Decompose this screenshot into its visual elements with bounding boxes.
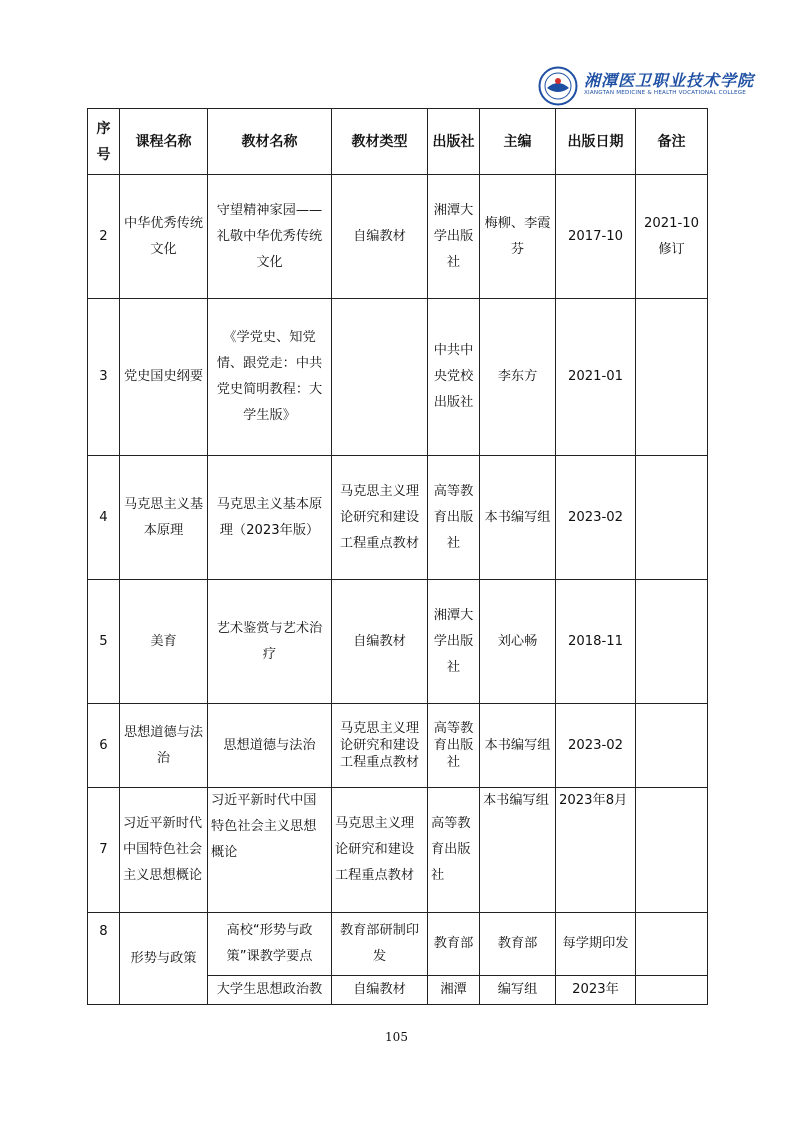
college-name: 湘潭医卫职业技术学院 [584, 71, 755, 90]
row-number: 3 [88, 299, 120, 456]
header-cell: 出版日期 [556, 109, 636, 175]
textbook-name: 思想道德与法治 [208, 704, 332, 788]
publish-date: 每学期印发 [556, 913, 636, 976]
editor: 本书编写组 [480, 704, 556, 788]
textbook-name: 艺术鉴赏与艺术治疗 [208, 580, 332, 704]
college-name-en: XIANGTAN MEDICINE & HEALTH VOCATIONAL COLLEGE [584, 90, 746, 96]
header-cell: 出版社 [428, 109, 480, 175]
row-number: 4 [88, 456, 120, 580]
textbook-type [332, 299, 428, 456]
row-number: 6 [88, 704, 120, 788]
textbook-name: 大学生思想政治教 [208, 976, 332, 1005]
course-name: 思想道德与法治 [120, 704, 208, 788]
header-cell: 教材名称 [208, 109, 332, 175]
textbook-type: 教育部研制印发 [332, 913, 428, 976]
course-name: 马克思主义基本原理 [120, 456, 208, 580]
note [636, 976, 708, 1005]
header-cell: 序号 [88, 109, 120, 175]
editor: 教育部 [480, 913, 556, 976]
row-number: 2 [88, 175, 120, 299]
college-emblem-icon [538, 66, 578, 106]
textbook-name: 马克思主义基本原理（2023年版） [208, 456, 332, 580]
editor: 李东方 [480, 299, 556, 456]
textbook-type: 自编教材 [332, 175, 428, 299]
header-cell: 备注 [636, 109, 708, 175]
note [636, 580, 708, 704]
header-cell: 教材类型 [332, 109, 428, 175]
textbook-type: 马克思主义理论研究和建设工程重点教材 [332, 456, 428, 580]
publish-date: 2023-02 [556, 456, 636, 580]
table-row [88, 299, 708, 456]
table-header-row [88, 109, 708, 175]
publisher: 高等教育出版社 [428, 456, 480, 580]
textbook-type: 马克思主义理论研究和建设工程重点教材 [332, 788, 428, 913]
publisher: 教育部 [428, 913, 480, 976]
course-name: 习近平新时代中国特色社会主义思想概论 [120, 788, 208, 913]
course-name: 党史国史纲要 [120, 299, 208, 456]
table-row [88, 175, 708, 299]
editor: 梅柳、李霞芬 [480, 175, 556, 299]
publisher: 湘潭大学出版社 [428, 175, 480, 299]
textbook-name: 《学党史、知党情、跟党走：中共党史简明教程：大学生版》 [208, 299, 332, 456]
college-logo [538, 66, 755, 106]
publisher: 湘潭大学出版社 [428, 580, 480, 704]
page-number: 105 [385, 1030, 408, 1044]
row-number: 8 [88, 913, 120, 1005]
note [636, 788, 708, 913]
textbook-table [87, 108, 708, 1005]
header-cell: 主编 [480, 109, 556, 175]
editor: 编写组 [480, 976, 556, 1005]
publish-date: 2017-10 [556, 175, 636, 299]
publish-date: 2023年8月 [556, 788, 636, 913]
table-row [88, 704, 708, 788]
textbook-name: 高校“形势与政策”课教学要点 [208, 913, 332, 976]
note: 2021-10修订 [636, 175, 708, 299]
publish-date: 2021-01 [556, 299, 636, 456]
publish-date: 2018-11 [556, 580, 636, 704]
editor: 本书编写组 [480, 456, 556, 580]
publisher: 湘潭 [428, 976, 480, 1005]
publish-date: 2023-02 [556, 704, 636, 788]
course-name: 美育 [120, 580, 208, 704]
publisher: 高等教育出版社 [428, 704, 480, 788]
course-name: 中华优秀传统文化 [120, 175, 208, 299]
note [636, 299, 708, 456]
editor: 本书编写组 [480, 788, 556, 913]
note [636, 913, 708, 976]
note [636, 456, 708, 580]
textbook-type: 马克思主义理论研究和建设工程重点教材 [332, 704, 428, 788]
editor: 刘心畅 [480, 580, 556, 704]
table-row [88, 580, 708, 704]
textbook-type: 自编教材 [332, 580, 428, 704]
textbook-name: 守望精神家园——礼敬中华优秀传统文化 [208, 175, 332, 299]
publisher: 中共中央党校出版社 [428, 299, 480, 456]
textbook-type: 自编教材 [332, 976, 428, 1005]
table-row [88, 913, 708, 976]
table-row [88, 788, 708, 913]
table-row [88, 456, 708, 580]
textbook-name: 习近平新时代中国特色社会主义思想概论 [208, 788, 332, 913]
row-number: 7 [88, 788, 120, 913]
header-cell: 课程名称 [120, 109, 208, 175]
note [636, 704, 708, 788]
row-number: 5 [88, 580, 120, 704]
publisher: 高等教育出版社 [428, 788, 480, 913]
publish-date: 2023年 [556, 976, 636, 1005]
course-name: 形势与政策 [120, 913, 208, 1005]
